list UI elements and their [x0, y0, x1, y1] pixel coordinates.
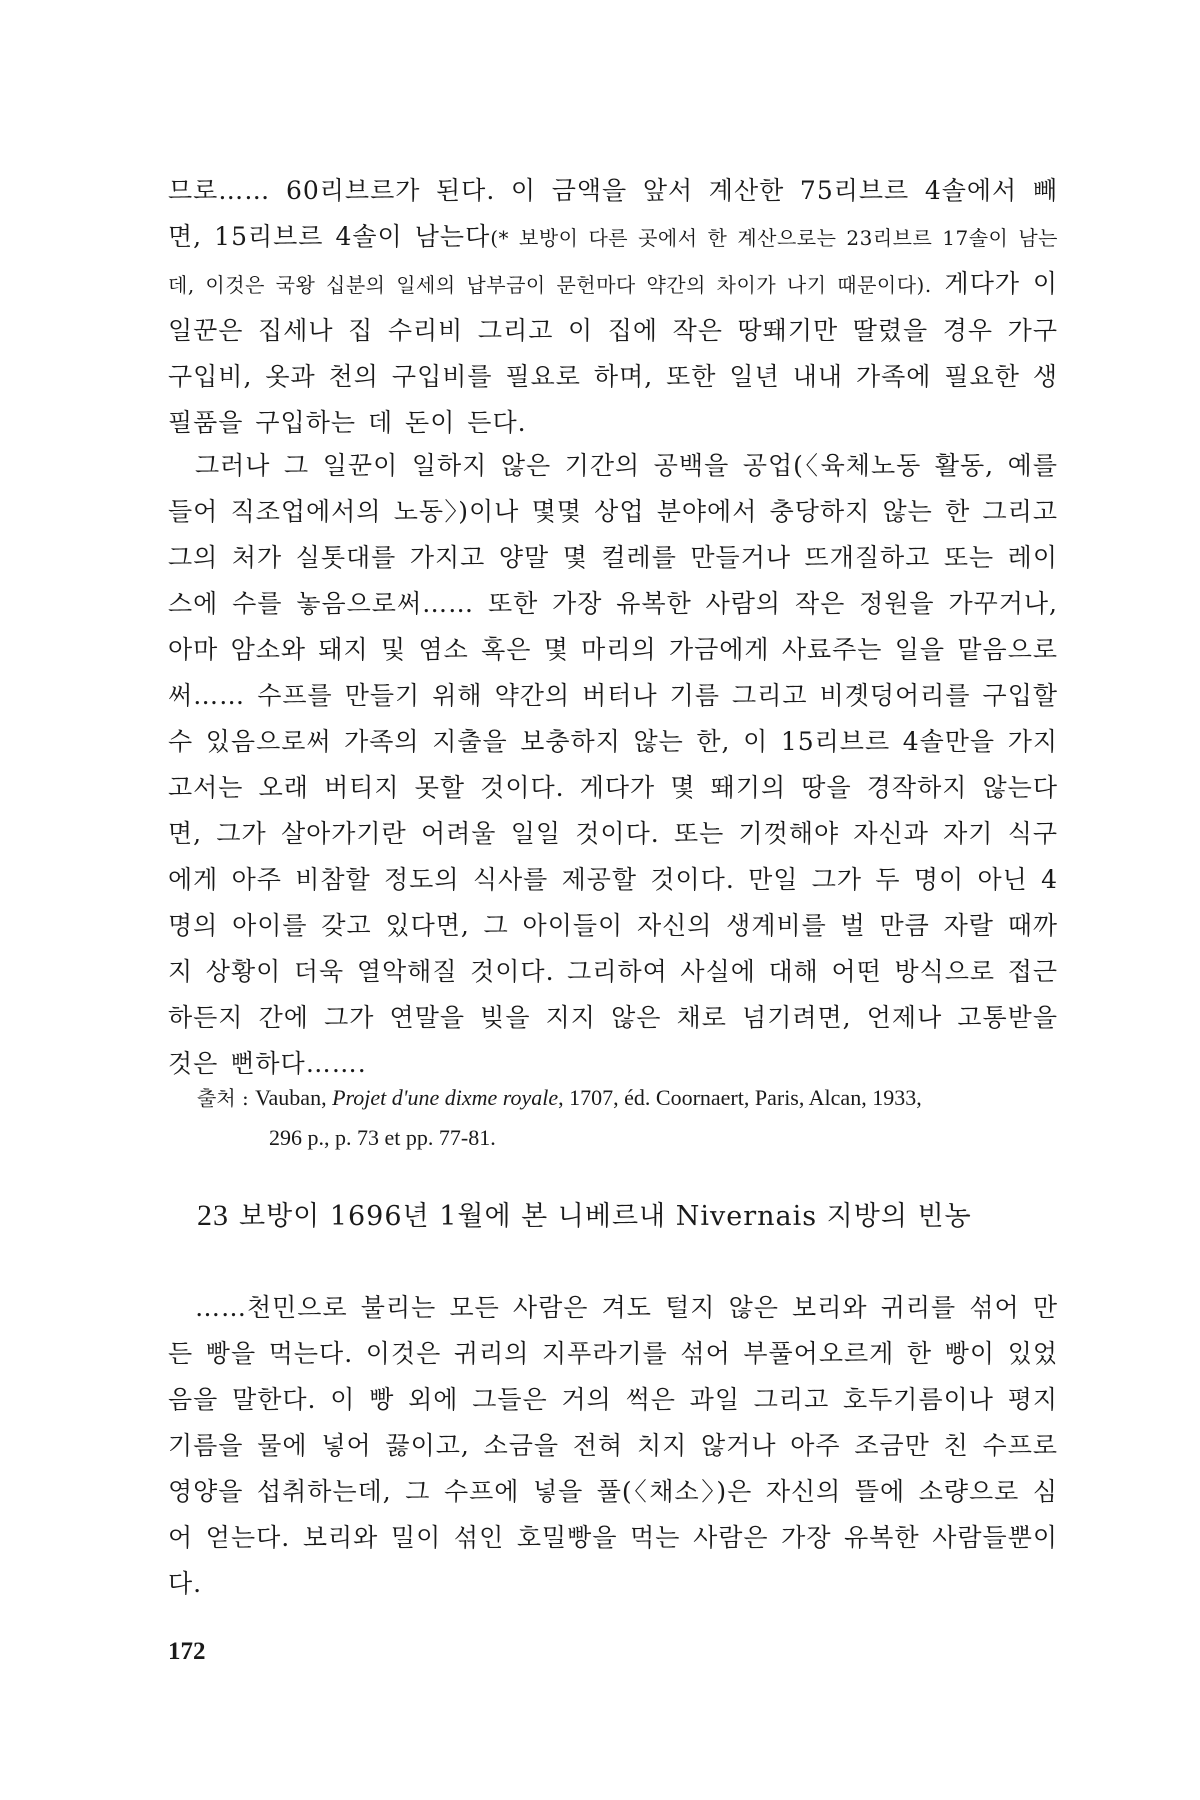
- source-title: Projet d'une dixme royale: [332, 1085, 559, 1110]
- section-body-text: ……천민으로 불리는 모든 사람은 겨도 털지 않은 보리와 귀리를 섞어 만든 빵을 먹는다. 이것은 귀리의 지푸라기를 섞어 부풀어오르게 한 빵이 있었음을 말한다. 이 빵 외에 그들은 거의 썩은 과일 그리고 호두기름이나 평지기름을 물에 넣어 끓이고, 소금을 전혀 치지 않거나 아주 조금만 친 수프로 영양을 섭취하는데, 그 수프에 넣을 풀(〈채소〉)은 자신의 뜰에 소량으로 심어 얻는다. 보리와 밀이 섞인 호밀빵을 먹는 사람은 가장 유복한 사람들뿐이다.: [168, 1293, 1058, 1598]
- paragraph-text: 그러나 그 일꾼이 일하지 않은 기간의 공백을 공업(〈육체노동 활동, 예를 들어 직조업에서의 노동〉)이나 몇몇 상업 분야에서 충당하지 않는 한 그리고 그의 처가 실톳대를 가지고 양말 몇 컬레를 만들거나 뜨개질하고 또는 레이스에 수를 놓음으로써…… 또한 가장 유복한 사람의 작은 정원을 가꾸거나, 아마 암소와 돼지 및 염소 혹은 몇 마리의 가금에게 사료주는 일을 맡음으로써…… 수프를 만들기 위해 약간의 버터나 기름 그리고 비곗덩어리를 구입할 수 있음으로써 가족의 지출을 보충하지 않는 한, 이 15리브르 4솔만을 가지고서는 오래 버티지 못할 것이다. 게다가 몇 뙈기의 땅을 경작하지 않는다면, 그가 살아가기란 어려울 일일 것이다. 또는 기껏해야 자신과 자기 식구에게 아주 비참할 정도의 식사를 제공할 것이다. 만일 그가 두 명이 아닌 4명의 아이를 갖고 있다면, 그 아이들이 자신의 생계비를 벌 만큼 자랄 때까지 상황이 더욱 열악해질 것이다. 그리하여 사실에 대해 어떤 방식으로 접근하든지 간에 그가 연말을 빚을 지지 않은 채로 넘기려면, 언제나 고통받을 것은 뻔하다…….: [168, 451, 1058, 1078]
- source-citation: [197, 1078, 1057, 1158]
- source-label: 출처 :: [197, 1086, 256, 1110]
- paragraph-text-continued: 게다가 이 일꾼은 집세나 집 수리비 그리고 이 집에 작은 땅뙈기만 딸렸을 경우 가구 구입비, 옷과 천의 구입비를 필요로 하며, 또한 일년 내내 가족에 필요한 생필품을 구입하는 데 돈이 든다.: [168, 269, 1058, 437]
- page-number: 172: [168, 1638, 206, 1665]
- section-title: 보방이 1696년 1월에 본 니베르내 Nivernais 지방의 빈농: [239, 1201, 972, 1232]
- source-pages: 296 p., p. 73 et pp. 77-81.: [269, 1125, 496, 1150]
- paragraph-main: [168, 443, 1058, 1087]
- translator-note: (* 보방이 다른 곳에서 한 계산으로는 23리브르 17솔이 남는데, 이것은 국왕 십분의 일세의 납부금이 문헌마다 약간의 차이가 나기 때문이다).: [168, 226, 1059, 297]
- section-heading: [197, 1196, 1057, 1237]
- section-number: 23: [197, 1199, 229, 1232]
- paragraph-continued: [168, 168, 1058, 446]
- section-body: [168, 1285, 1058, 1607]
- source-details: , 1707, éd. Coornaert, Paris, Alcan, 1933,: [558, 1085, 922, 1110]
- source-author: Vauban,: [255, 1085, 333, 1110]
- paragraph-text: 므로…… 60리브르가 된다. 이 금액을 앞서 계산한 75리브르 4솔에서 빼면, 15리브르 4솔이 남는다: [168, 176, 1058, 251]
